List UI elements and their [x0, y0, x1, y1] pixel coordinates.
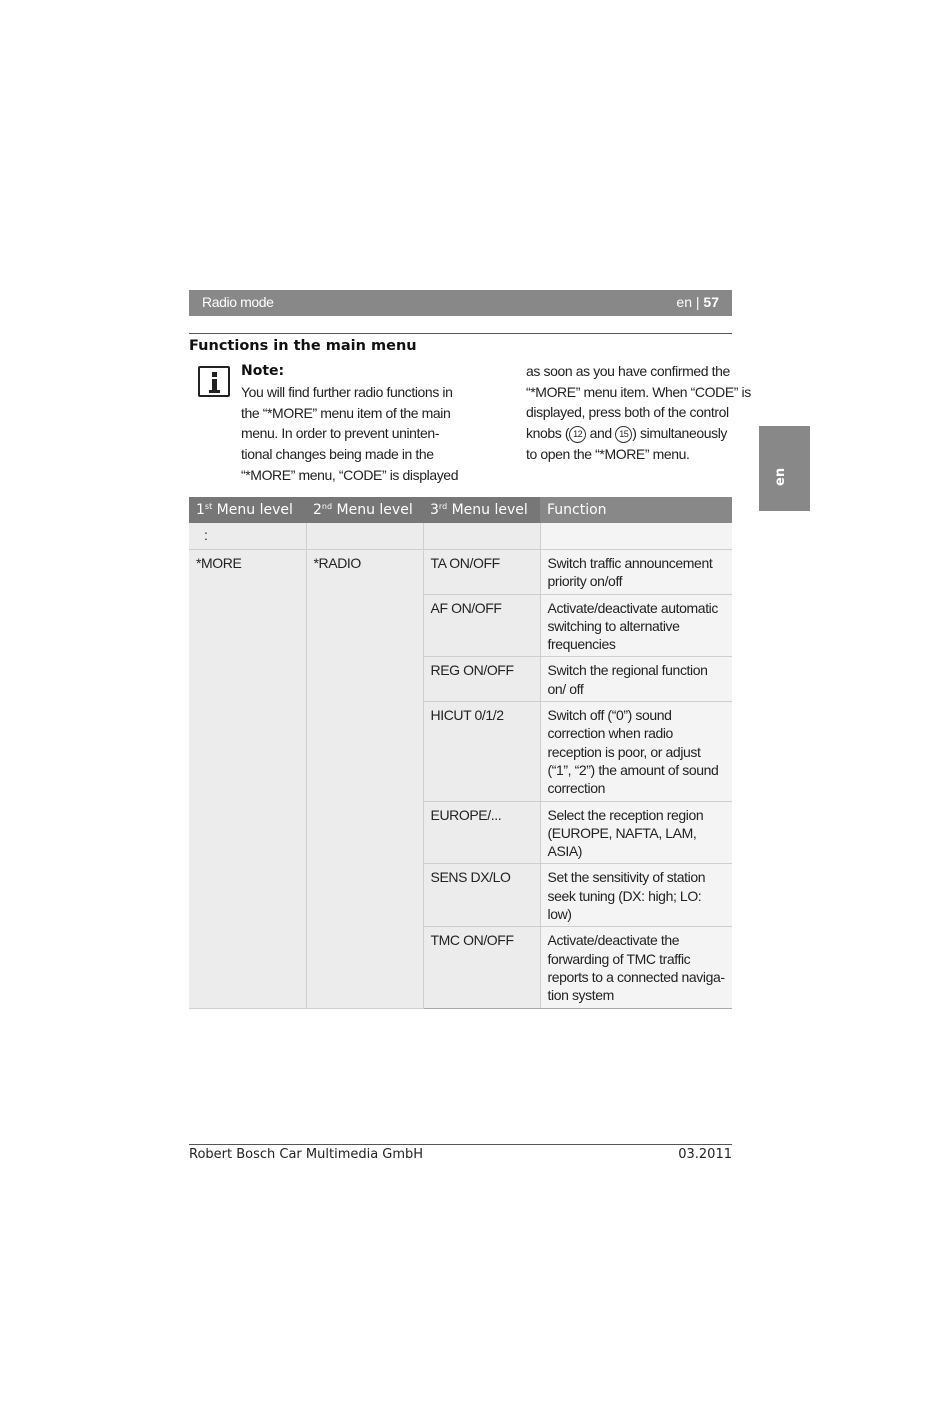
info-icon — [198, 366, 230, 397]
function-cell: Activate/deactivate the forwarding of TMC traffic reports to a connected naviga- tion system — [540, 927, 732, 1008]
note-label: Note: — [241, 363, 285, 379]
footer-date: 03.2011 — [678, 1147, 732, 1162]
note-line: to open the “*MORE” menu. — [526, 445, 690, 462]
page-header-bar — [189, 290, 732, 316]
header-page-number: 57 — [703, 294, 719, 310]
column-header-level-1: 1st Menu level — [189, 497, 306, 523]
function-cell: Switch the regional function on/ off — [540, 657, 732, 702]
note-line: “*MORE” menu item. When “CODE” is — [526, 383, 751, 400]
knob-12-icon: 12 — [569, 426, 586, 443]
column-header-level-2: 2nd Menu level — [306, 497, 423, 523]
note-text-column-1 — [241, 382, 458, 486]
level-3-cell: TA ON/OFF — [423, 550, 540, 595]
function-cell: Set the sensitivity of station seek tuning (DX: high; LO: low) — [540, 864, 732, 927]
level-3-cell: AF ON/OFF — [423, 594, 540, 657]
note-line: displayed, press both of the control — [526, 404, 729, 421]
level-3-cell: SENS DX/LO — [423, 864, 540, 927]
table-row — [189, 550, 732, 595]
note-text-column-2 — [526, 361, 751, 465]
header-page-ref: en | 57 — [676, 294, 719, 310]
table-header-row — [189, 497, 732, 523]
section-divider — [189, 333, 732, 334]
header-section-title: Radio mode — [202, 294, 274, 310]
note-line: as soon as you have confirmed the — [526, 363, 730, 379]
level-3-cell: HICUT 0/1/2 — [423, 702, 540, 801]
function-cell: Switch off (“0”) sound correction when radio reception is poor, or adjust (“1”, “2”) the amount of sound correction — [540, 702, 732, 801]
footer-company: Robert Bosch Car Multimedia GmbH — [189, 1147, 424, 1162]
column-header-function: Function — [540, 497, 732, 523]
note-line: tional changes being made in the — [241, 446, 434, 463]
note-line: You will find further radio functions in — [241, 384, 453, 400]
level-3-cell: REG ON/OFF — [423, 657, 540, 702]
level-3-cell: EUROPE/... — [423, 801, 540, 864]
note-line: the “*MORE” menu item of the main — [241, 404, 451, 421]
note-line: knobs ( 12 and 15 ) simultaneously — [526, 425, 728, 442]
ellipsis-marker: : — [204, 527, 208, 543]
function-cell: Switch traffic announcement priority on/off — [540, 550, 732, 595]
section-title: Functions in the main menu — [189, 338, 417, 354]
level-3-cell: TMC ON/OFF — [423, 927, 540, 1008]
menu-function-table — [189, 497, 732, 1009]
note-line: “*MORE” menu, “CODE” is displayed — [241, 466, 459, 483]
level-1-cell: *MORE — [189, 550, 306, 1009]
language-side-tab — [759, 426, 810, 511]
function-cell: Activate/deactivate automatic switching to alternative frequencies — [540, 594, 732, 657]
table-row-ellipsis — [189, 523, 732, 550]
knob-15-icon: 15 — [615, 426, 632, 443]
footer-divider — [189, 1144, 732, 1145]
header-lang: en — [676, 294, 692, 310]
side-tab-label: en — [773, 467, 788, 486]
function-cell: Select the reception region (EUROPE, NAFTA, LAM, ASIA) — [540, 801, 732, 864]
note-line: menu. In order to prevent uninten- — [241, 425, 440, 442]
column-header-level-3: 3rd Menu level — [423, 497, 540, 523]
level-2-cell: *RADIO — [306, 550, 423, 1009]
